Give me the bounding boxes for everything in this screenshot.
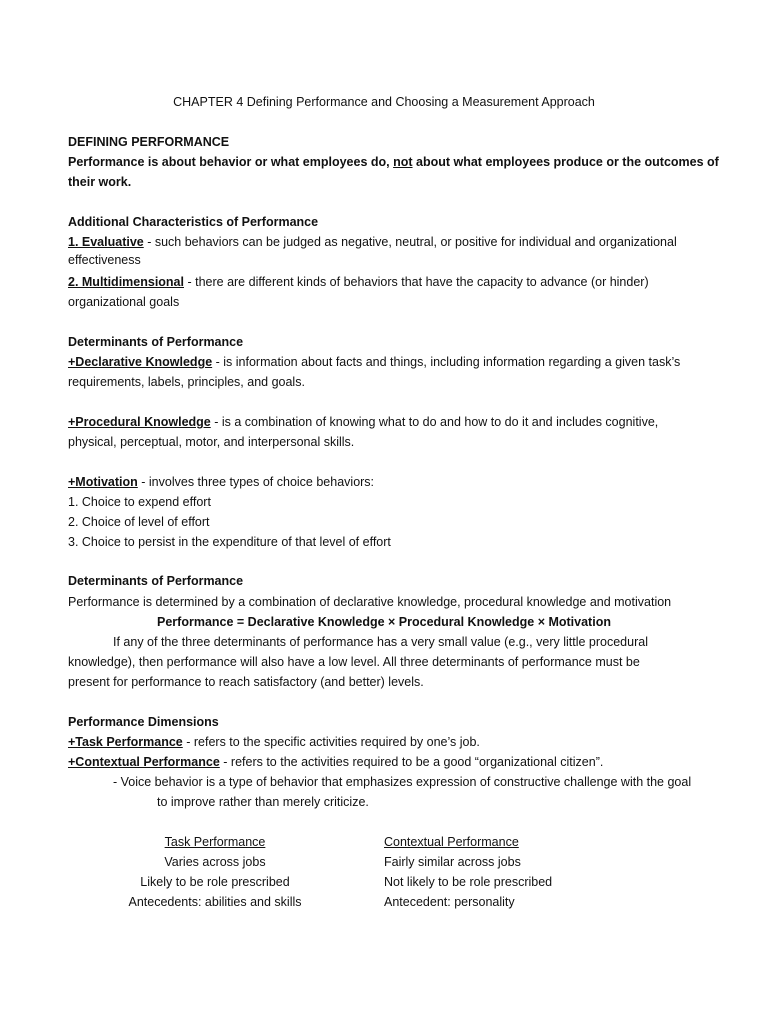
- characteristic-item-1: [68, 234, 677, 250]
- declarative-cont: requirements, labels, principles, and goals.: [68, 375, 305, 389]
- procedural-term: +Procedural Knowledge: [68, 415, 211, 429]
- characteristic-item-2: [68, 274, 649, 290]
- comparison-left-header: Task Performance: [164, 835, 266, 849]
- section-heading-defining: DEFINING PERFORMANCE: [68, 135, 230, 149]
- section-heading-determinants-2: Determinants of Performance: [68, 574, 244, 588]
- motivation-text: - involves three types of choice behaviors:: [137, 475, 375, 489]
- comparison-left-row: Likely to be role prescribed: [140, 875, 290, 889]
- defining-line-2: their work.: [68, 175, 132, 189]
- task-term: +Task Performance: [68, 735, 183, 749]
- declarative-term: +Declarative Knowledge: [68, 355, 213, 369]
- contextual-text: - refers to the activities required to be a good “organizational citizen”.: [219, 755, 604, 769]
- characteristic-text-2: - there are different kinds of behaviors that have the capacity to advance (or hinder): [184, 275, 649, 289]
- voice-behavior-line-2: to improve rather than merely criticize.: [157, 795, 369, 809]
- characteristic-item-1-cont: effectiveness: [68, 253, 141, 267]
- contextual-term: +Contextual Performance: [68, 755, 220, 769]
- defining-text-a: Performance is about behavior or what employees do,: [68, 155, 394, 169]
- characteristic-term-2: 2. Multidimensional: [68, 275, 184, 289]
- determinants-2-para-2: knowledge), then performance will also have a low level. All three determinants of performance must be: [68, 655, 640, 669]
- characteristic-text-1: - such behaviors can be judged as negative, neutral, or positive for individual and organizational: [143, 235, 677, 249]
- contextual-performance-line: [68, 754, 603, 770]
- procedural-text: - is a combination of knowing what to do and how to do it and includes cognitive,: [210, 415, 659, 429]
- section-heading-determinants: Determinants of Performance: [68, 335, 244, 349]
- page-title: CHAPTER 4 Defining Performance and Choosing a Measurement Approach: [173, 95, 595, 109]
- section-heading-dimensions: Performance Dimensions: [68, 715, 219, 729]
- determinants-2-para-3: present for performance to reach satisfactory (and better) levels.: [68, 675, 424, 689]
- section-heading-characteristics: Additional Characteristics of Performance: [68, 215, 319, 229]
- procedural-cont: physical, perceptual, motor, and interpersonal skills.: [68, 435, 355, 449]
- defining-text-b: about what employees produce or the outcomes of: [412, 155, 719, 169]
- defining-text-not: not: [393, 155, 413, 169]
- comparison-right-row: Fairly similar across jobs: [384, 855, 521, 869]
- comparison-right-row: Not likely to be role prescribed: [384, 875, 553, 889]
- task-text: - refers to the specific activities required by one’s job.: [182, 735, 480, 749]
- comparison-left-row: Antecedents: abilities and skills: [128, 895, 302, 909]
- declarative-line: [68, 354, 680, 370]
- declarative-text: - is information about facts and things, including information regarding a given task’s: [212, 355, 681, 369]
- characteristic-item-2-cont: organizational goals: [68, 295, 180, 309]
- motivation-term: +Motivation: [68, 475, 138, 489]
- voice-behavior-line-1: - Voice behavior is a type of behavior that emphasizes expression of constructive challenge with the goal: [113, 775, 692, 789]
- motivation-line: [68, 474, 374, 490]
- comparison-right-row: Antecedent: personality: [384, 895, 515, 909]
- comparison-right-header: Contextual Performance: [384, 835, 519, 849]
- comparison-left-row: Varies across jobs: [164, 855, 266, 869]
- choice-item-1: 1. Choice to expend effort: [68, 495, 211, 509]
- characteristic-term-1: 1. Evaluative: [68, 235, 144, 249]
- procedural-line: [68, 414, 658, 430]
- task-performance-line: [68, 734, 480, 750]
- performance-formula: Performance = Declarative Knowledge × Procedural Knowledge × Motivation: [157, 615, 611, 629]
- determinants-2-para-1: If any of the three determinants of performance has a very small value (e.g., very little procedural: [113, 635, 648, 649]
- choice-item-3: 3. Choice to persist in the expenditure of that level of effort: [68, 535, 391, 549]
- choice-item-2: 2. Choice of level of effort: [68, 515, 210, 529]
- defining-line-1: [68, 154, 719, 170]
- determinants-2-line-1: Performance is determined by a combination of declarative knowledge, procedural knowledge and motivation: [68, 595, 672, 609]
